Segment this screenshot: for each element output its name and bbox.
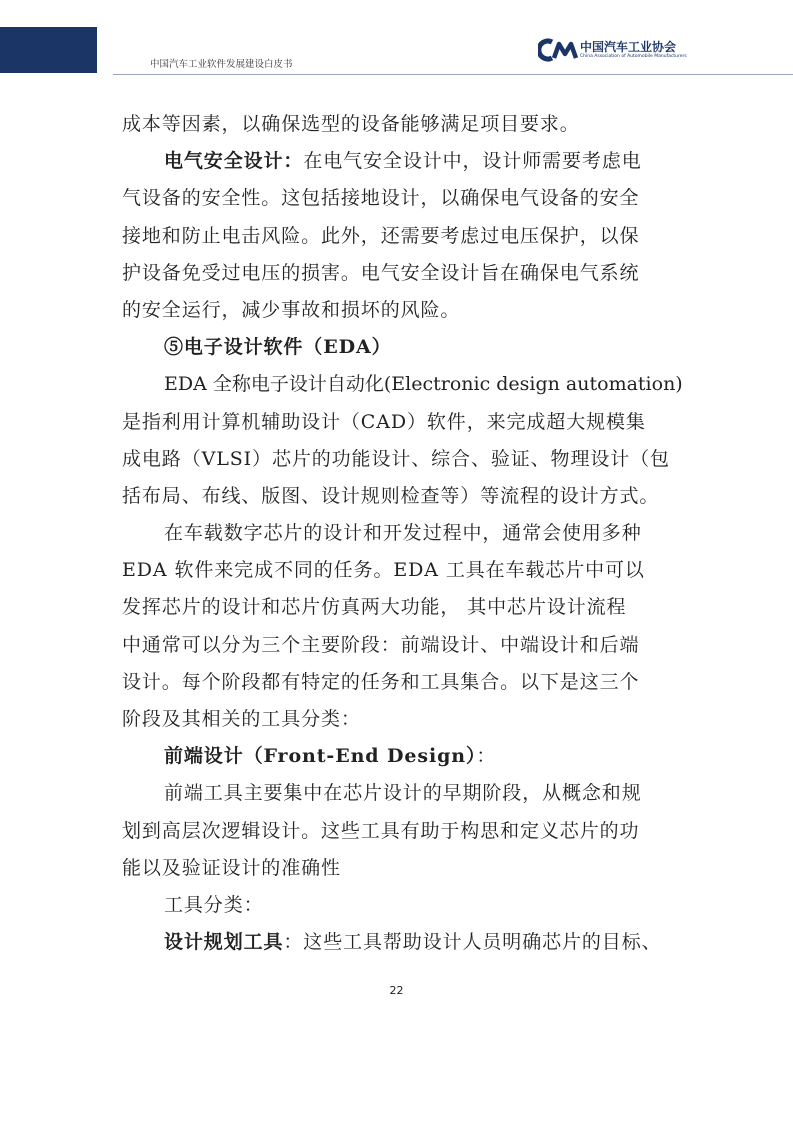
body-line: 气设备的安全性。这包括接地设计，以确保电气设备的安全 bbox=[122, 187, 640, 210]
body-line: 工具分类： bbox=[164, 893, 264, 916]
caam-logo-mark-icon bbox=[538, 34, 582, 64]
body-line: 发挥芯片的设计和芯片仿真两大功能， 其中芯片设计流程 bbox=[122, 596, 627, 619]
body-line: 括布局、布线、版图、设计规则检查等）等流程的设计方式。 bbox=[122, 484, 660, 507]
body-text: 在电气安全设计中，设计师需要考虑电 bbox=[303, 150, 642, 173]
body-line: 的安全运行，减少事故和损坏的风险。 bbox=[122, 298, 461, 321]
header-divider bbox=[113, 74, 793, 75]
body-line: 阶段及其相关的工具分类： bbox=[122, 708, 361, 730]
section-heading-eda: ⑤电子设计软件（EDA） bbox=[164, 336, 392, 359]
header-color-block bbox=[0, 27, 97, 73]
body-line: 护设备免受过电压的损害。电气安全设计旨在确保电气系统 bbox=[122, 261, 640, 284]
caam-logo bbox=[538, 34, 688, 64]
body-line: 前端工具主要集中在芯片设计的早期阶段，从概念和规 bbox=[164, 782, 642, 805]
body-line: 接地和防止电击风险。此外，还需要考虑过电压保护，以保 bbox=[122, 224, 640, 247]
body-line: 划到高层次逻辑设计。这些工具有助于构思和定义芯片的功 bbox=[122, 819, 640, 842]
page-body bbox=[122, 106, 683, 961]
header-document-title: 中国汽车工业软件发展建设白皮书 bbox=[150, 59, 293, 70]
logo-english-name: China Association of Automobile Manufacturers bbox=[580, 54, 687, 59]
subheading-front-end-title: 前端设计（Front-End Design） bbox=[164, 745, 477, 768]
body-line: 成本等因素，以确保选型的设备能够满足项目要求。 bbox=[122, 113, 580, 135]
body-line: EDA 软件来完成不同的任务。EDA 工具在车载芯片中可以 bbox=[122, 559, 645, 582]
page-number: 22 bbox=[389, 984, 404, 997]
body-line: EDA 全称电子设计自动化(Electronic design automation) bbox=[164, 373, 683, 396]
body-line: 中通常可以分为三个主要阶段：前端设计、中端设计和后端 bbox=[122, 633, 640, 656]
term-electrical-safety: 电气安全设计： bbox=[164, 150, 304, 173]
term-design-planning-tools: 设计规划工具 bbox=[164, 931, 284, 954]
body-line: 能以及验证设计的准确性 bbox=[122, 856, 341, 879]
paragraph-design-planning-tools bbox=[122, 924, 674, 961]
body-line: 成电路（VLSI）芯片的功能设计、综合、验证、物理设计（包 bbox=[122, 447, 670, 470]
subheading-colon: ： bbox=[476, 745, 497, 768]
body-text: ：这些工具帮助设计人员明确芯片的目标、 bbox=[283, 931, 662, 954]
body-line: 是指利用计算机辅助设计（CAD）软件，来完成超大规模集 bbox=[122, 410, 646, 433]
subheading-front-end-design bbox=[122, 738, 674, 775]
logo-chinese-name: 中国汽车工业协会 bbox=[580, 40, 677, 54]
body-line: 在车载数字芯片的设计和开发过程中，通常会使用多种 bbox=[164, 522, 642, 545]
paragraph-electrical-safety bbox=[122, 143, 674, 180]
body-line: 设计。每个阶段都有特定的任务和工具集合。以下是这三个 bbox=[122, 670, 640, 693]
